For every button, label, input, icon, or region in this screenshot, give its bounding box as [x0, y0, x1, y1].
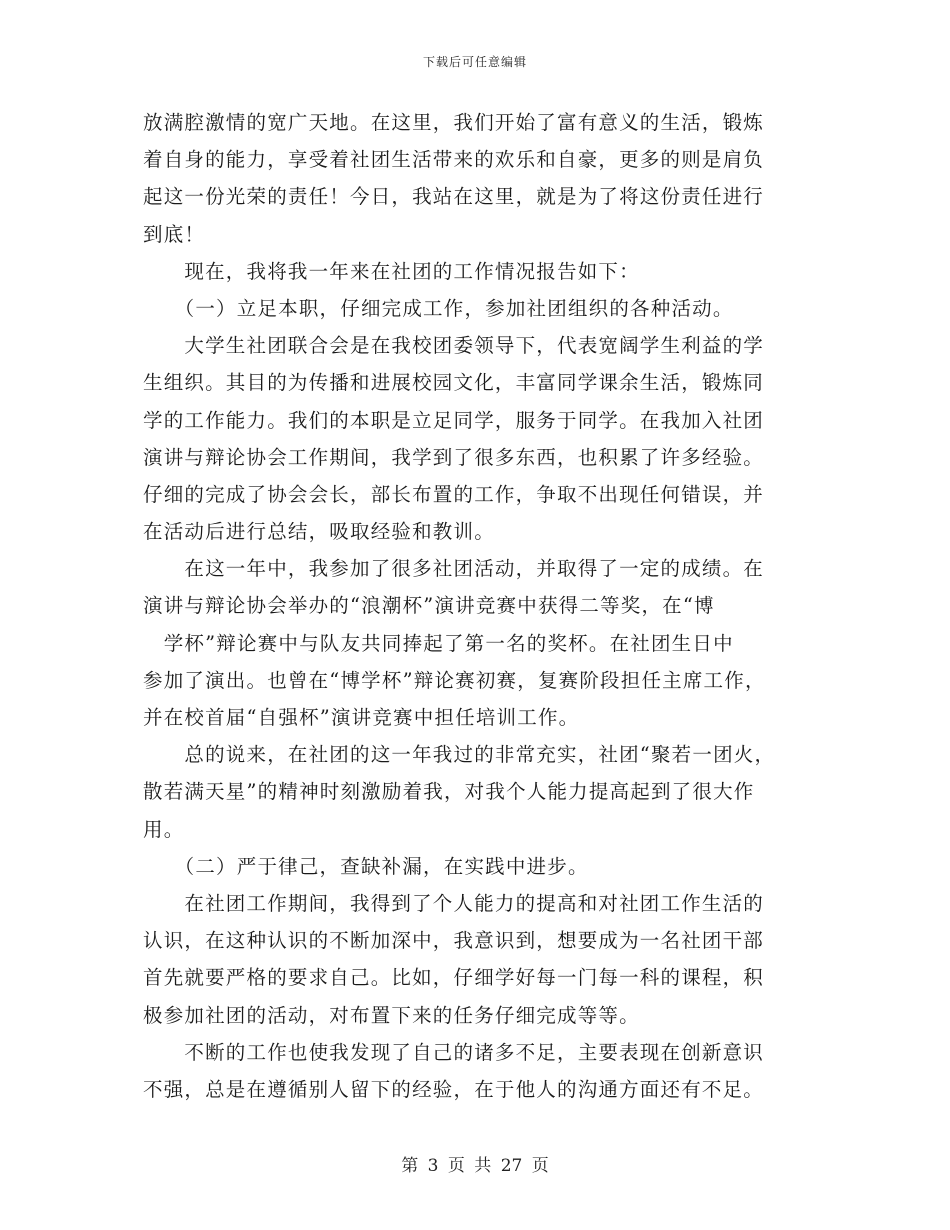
text-line: 演讲与辩论协会工作期间，我学到了很多东西，也积累了许多经验。	[143, 445, 765, 469]
text-line: 极参加社团的活动，对布置下来的任务仔细完成等等。	[143, 1003, 640, 1027]
text-line: 散若满天星”的精神时刻激励着我，对我个人能力提高起到了很大作	[143, 780, 755, 804]
page-header: 下载后可任意编辑	[422, 55, 527, 69]
text-line: 认识，在这种认识的不断加深中，我意识到，想要成为一名社团干部	[143, 929, 765, 953]
text-line: 并在校首届“自强杯”演讲竞赛中担任培训工作。	[143, 706, 580, 729]
text-line: 生组织。其目的为传播和进展校园文化，丰富同学课余生活，锻炼同	[143, 371, 765, 395]
text-line: 学的工作能力。我们的本职是立足同学，服务于同学。在我加入社团	[143, 408, 765, 432]
text-line: 学杯”辩论赛中与队友共同捧起了第一名的奖杯。在社团生日中	[143, 631, 734, 655]
text-line: 在社团工作期间，我得到了个人能力的提高和对社团工作生活的	[143, 891, 765, 915]
text-line: 大学生社团联合会是在我校团委领导下，代表宽阔学生利益的学	[143, 334, 765, 358]
text-line: 起这一份光荣的责任！今日，我站在这里，就是为了将这份责任进行	[143, 185, 765, 209]
text-line: 演讲与辩论协会举办的“浪潮杯”演讲竞赛中获得二等奖，在“博	[143, 594, 715, 618]
document-body	[143, 104, 803, 1108]
text-line: 不断的工作也使我发现了自己的诸多不足，主要表现在创新意识	[143, 1040, 765, 1064]
text-line: 不强，总是在遵循别人留下的经验，在于他人的沟通方面还有不足。	[143, 1077, 765, 1101]
text-line: 着自身的能力，享受着社团生活带来的欢乐和自豪，更多的则是肩负	[143, 148, 765, 172]
section-heading: （一）立足本职，仔细完成工作，参加社团组织的各种活动。	[143, 296, 734, 320]
text-line: 放满腔激情的宽广天地。在这里，我们开始了富有意义的生活，锻炼	[143, 111, 765, 134]
text-line: 现在，我将我一年来在社团的工作情况报告如下：	[143, 259, 640, 283]
page-number: 第 3 页 共 27 页	[401, 1156, 549, 1176]
text-line: 仔细的完成了协会会长，部长布置的工作，争取不出现任何错误，并	[143, 482, 765, 506]
text-line: 用。	[143, 817, 185, 841]
text-line: 首先就要严格的要求自己。比如，仔细学好每一门每一科的课程，积	[143, 966, 765, 990]
text-line: 到底！	[143, 222, 206, 246]
text-line: 在这一年中，我参加了很多社团活动，并取得了一定的成绩。在	[143, 557, 765, 581]
text-line: 参加了演出。也曾在“博学杯”辩论赛初赛，复赛阶段担任主席工作，	[143, 668, 766, 692]
text-line: 在活动后进行总结，吸取经验和教训。	[143, 520, 495, 544]
text-line: 总的说来，在社团的这一年我过的非常充实，社团“聚若一团火，	[143, 743, 776, 767]
section-heading: （二）严于律己，查缺补漏，在实践中进步。	[143, 854, 589, 878]
